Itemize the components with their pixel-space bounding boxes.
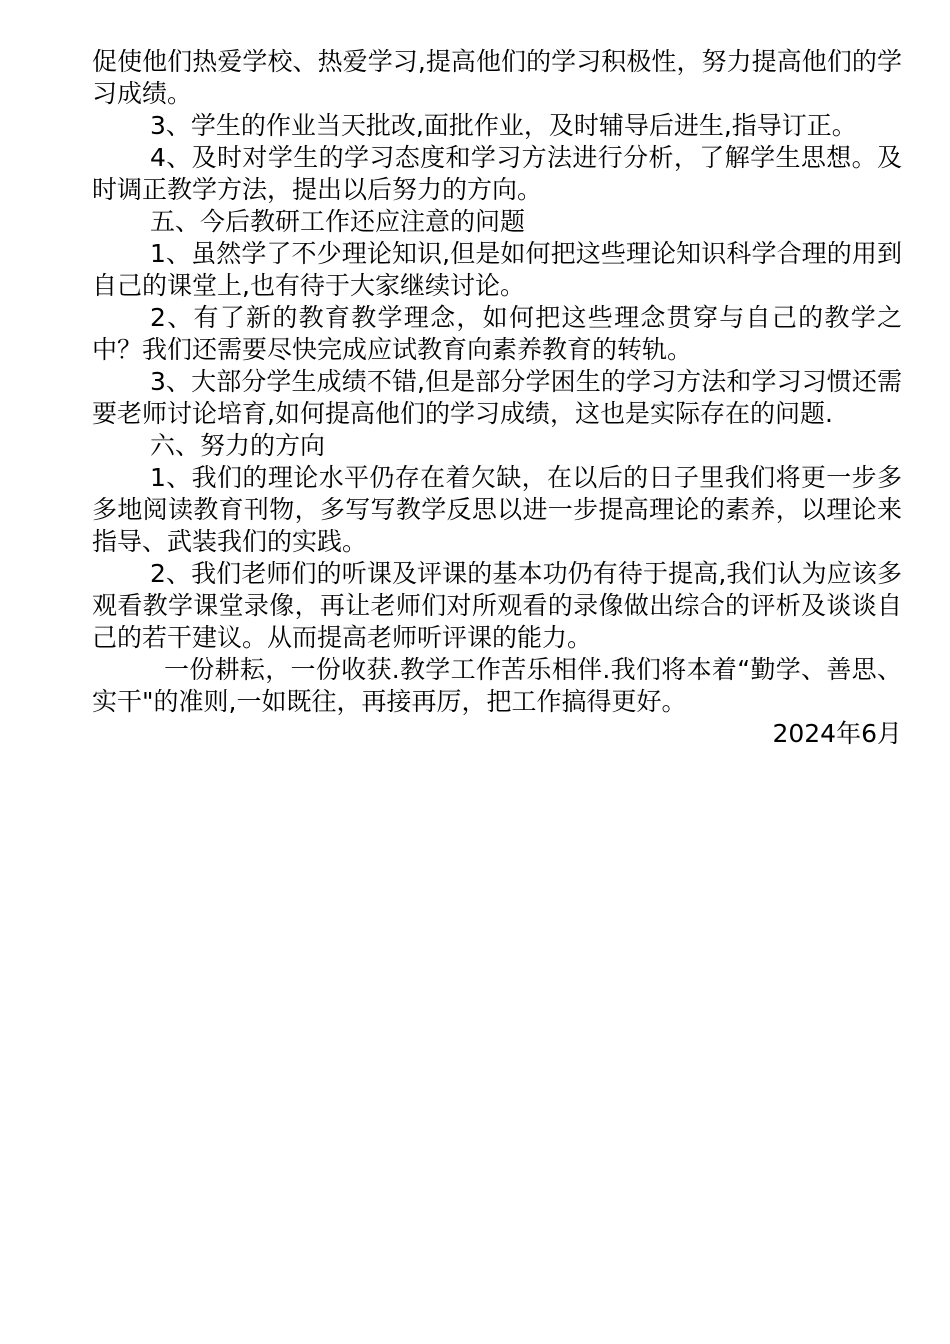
- paragraph-section6-item-2: 2、我们老师们的听课及评课的基本功仍有待于提高,我们认为应该多观看教学课堂录像，再让老师们对所观看的录像做出综合的评析及谈谈自己的若干建议。从而提高老师听评课的能力。: [92, 559, 902, 652]
- paragraph-section5-item-2: 2、有了新的教育教学理念，如何把这些理念贯穿与自己的教学之中？我们还需要尽快完成应试教育向素养教育的转轨。: [92, 303, 902, 364]
- paragraph-item-3-homework: 3、学生的作业当天批改,面批作业，及时辅导后进生,指导订正。: [150, 111, 857, 140]
- paragraph-section6-item-1: 1、我们的理论水平仍存在着欠缺，在以后的日子里我们将更一步多多地阅读教育刊物，多写写教学反思以进一步提高理论的素养，以理论来指导、武装我们的实践。: [92, 463, 902, 556]
- paragraph-item-4-analysis: 4、及时对学生的学习态度和学习方法进行分析，了解学生思想。及时调正教学方法，提出以后努力的方向。: [92, 143, 902, 204]
- section-heading-5: 五、今后教研工作还应注意的问题: [150, 207, 526, 236]
- paragraph-continuation: 促使他们热爱学校、热爱学习,提高他们的学习积极性，努力提高他们的学习成绩。: [92, 47, 902, 108]
- paragraph-section5-item-3: 3、大部分学生成绩不错,但是部分学困生的学习方法和学习习惯还需要老师讨论培育,如何提高他们的学习成绩，这也是实际存在的问题.: [92, 367, 902, 428]
- paragraph-section5-item-1: 1、虽然学了不少理论知识,但是如何把这些理论知识科学合理的用到自己的课堂上,也有待于大家继续讨论。: [92, 239, 902, 300]
- paragraph-conclusion: 一份耕耘，一份收获.教学工作苦乐相伴.我们将本着“勤学、善思、实干"的准则,一如既往，再接再厉，把工作搞得更好。: [92, 655, 902, 716]
- document-page: [92, 46, 902, 750]
- document-date: 2024年6月: [772, 719, 902, 748]
- section-heading-6: 六、努力的方向: [150, 431, 326, 460]
